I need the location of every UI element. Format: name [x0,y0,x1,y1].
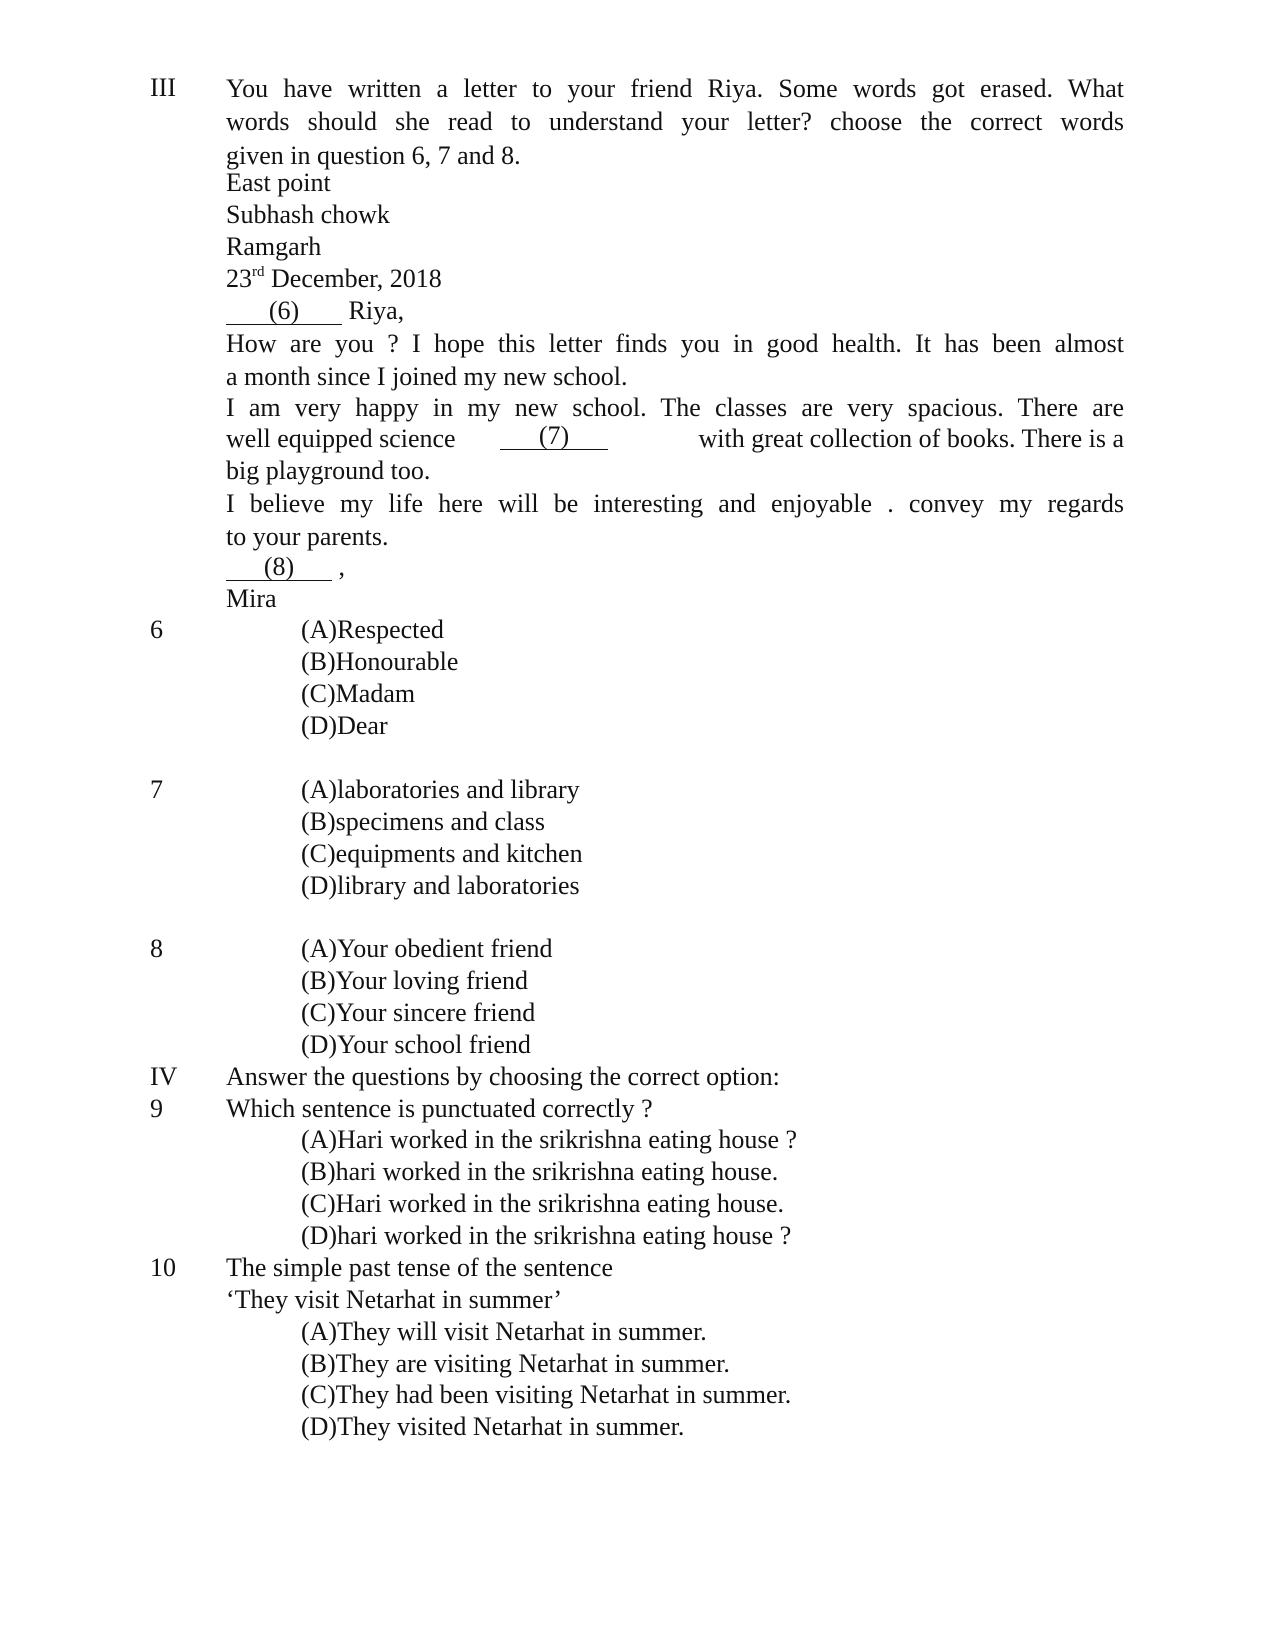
signature: Mira [226,584,277,613]
paragraph-text-after: with great collection of books. There is a [698,424,1124,453]
question-number-8: 8 [150,934,163,963]
question-9-text: Which sentence is punctuated correctly ? [226,1094,653,1123]
address-line-2: Subhash chowk [226,200,390,229]
blank-6: (6) [226,298,342,325]
option-7d: (D)library and laboratories [301,871,580,900]
section-number-4: IV [150,1062,178,1091]
instruction-line: words should she read to understand your letter? choose the correct words [226,107,1124,137]
paragraph-line: How are you ? I hope this letter finds you in good health. It has been almost [226,329,1124,358]
paragraph-line: I am very happy in my new school. The classes are very spacious. There are [226,393,1124,422]
blank-7: (7) [500,423,608,450]
address-line-1: East point [226,168,331,197]
section-number-3: III [150,73,176,102]
letter-paragraph-3 [226,487,1124,554]
paragraph-text-before: well equipped science [226,424,456,453]
option-6c: (C)Madam [301,679,416,708]
instruction-line: given in question 6, 7 and 8. [226,140,521,170]
blank-8: (8) [226,554,332,581]
paragraph-line: a month since I joined my new school. [226,362,628,392]
section3-instructions [226,72,1124,172]
salutation-name: Riya, [348,296,405,325]
closing [226,551,345,583]
question-number-10: 10 [150,1253,176,1282]
question-10-text: The simple past tense of the sentence [226,1253,613,1282]
letter-paragraph-1 [226,327,1124,394]
date-day: 23 [226,264,252,293]
date-suffix: rd [252,264,265,280]
option-9a: (A)Hari worked in the srikrishna eating house ? [301,1125,798,1154]
paragraph-line: big playground too. [226,456,431,485]
question-number-9: 9 [150,1094,163,1123]
salutation [226,295,404,327]
letter-date [226,263,442,295]
option-10c: (C)They had been visiting Netarhat in summer. [301,1380,792,1409]
closing-comma: , [338,552,345,581]
option-8a: (A)Your obedient friend [301,934,553,963]
option-6b: (B)Honourable [301,647,459,676]
option-6a: (A)Respected [301,615,444,644]
address-line-3: Ramgarh [226,232,322,261]
option-7c: (C)equipments and kitchen [301,839,583,868]
option-10b: (B)They are visiting Netarhat in summer. [301,1349,730,1378]
question-number-6: 6 [150,615,163,644]
question-number-7: 7 [150,775,163,804]
paragraph-line: I believe my life here will be interesting and enjoyable . convey my regards [226,489,1124,518]
option-9b: (B)hari worked in the srikrishna eating house. [301,1157,779,1186]
option-6d: (D)Dear [301,711,388,740]
option-10d: (D)They visited Netarhat in summer. [301,1412,685,1441]
date-rest: December, 2018 [264,264,442,293]
option-8c: (C)Your sincere friend [301,998,536,1027]
option-10a: (A)They will visit Netarhat in summer. [301,1317,707,1346]
option-7a: (A)laboratories and library [301,775,580,804]
option-9c: (C)Hari worked in the srikrishna eating house. [301,1189,785,1218]
letter-paragraph-2 [226,391,1124,424]
instruction-line: You have written a letter to your friend Riya. Some words got erased. What [226,74,1124,103]
option-8b: (B)Your loving friend [301,966,529,995]
question-10-quote: ‘They visit Netarhat in summer’ [226,1285,562,1314]
option-9d: (D)hari worked in the srikrishna eating house ? [301,1221,792,1250]
option-7b: (B)specimens and class [301,807,546,836]
option-8d: (D)Your school friend [301,1030,531,1059]
paragraph-line-with-blank-7 [226,423,1124,455]
paragraph-line: to your parents. [226,522,389,552]
section4-instruction: Answer the questions by choosing the correct option: [226,1062,780,1091]
